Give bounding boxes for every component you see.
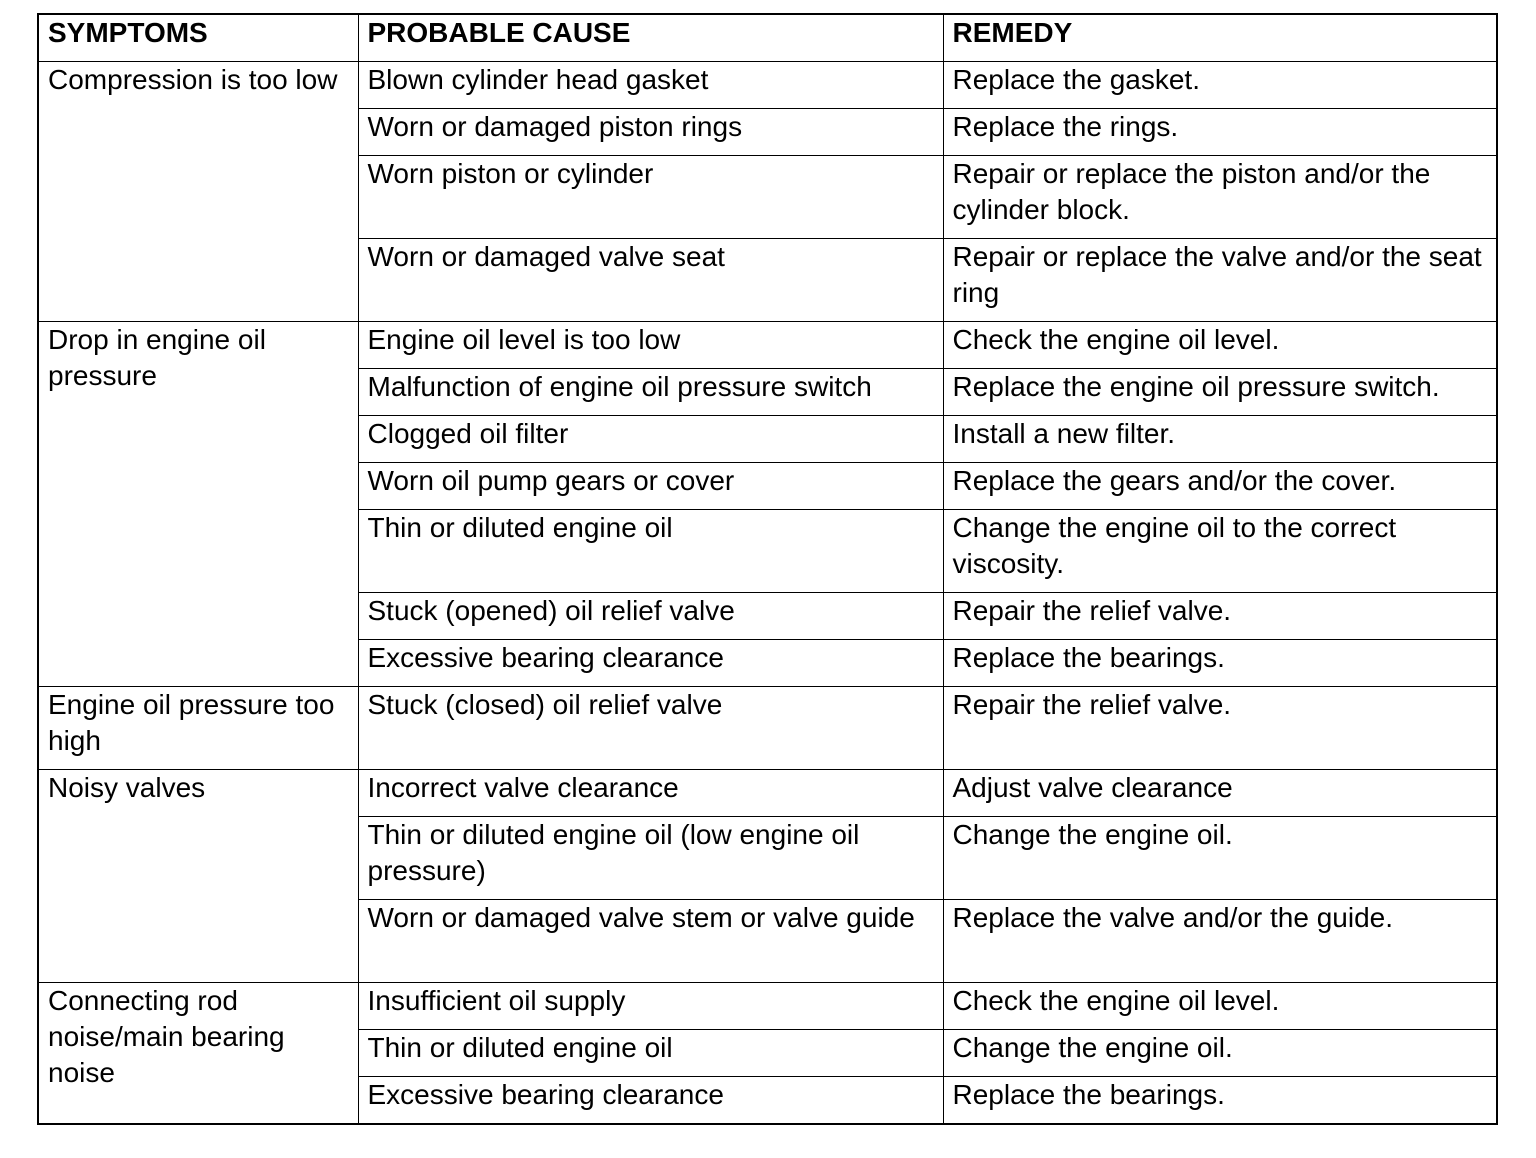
- cause-cell: Worn piston or cylinder: [358, 156, 943, 239]
- cause-cell: Excessive bearing clearance: [358, 640, 943, 687]
- header-row: [38, 14, 1497, 62]
- remedy-cell: Check the engine oil level.: [943, 983, 1497, 1030]
- cause-cell: Clogged oil filter: [358, 416, 943, 463]
- symptom-cell: Connecting rod noise/main bearing noise: [38, 983, 358, 1125]
- remedy-cell: Check the engine oil level.: [943, 322, 1497, 369]
- table-row: [38, 687, 1497, 770]
- remedy-cell: Change the engine oil.: [943, 817, 1497, 900]
- symptom-cell: Compression is too low: [38, 62, 358, 322]
- header-remedy: REMEDY: [943, 14, 1497, 62]
- table-row: [38, 770, 1497, 817]
- cause-cell: Worn or damaged valve stem or valve guide: [358, 900, 943, 983]
- cause-cell: Blown cylinder head gasket: [358, 62, 943, 109]
- cause-cell: Stuck (opened) oil relief valve: [358, 593, 943, 640]
- cause-cell: Insufficient oil supply: [358, 983, 943, 1030]
- cause-cell: Incorrect valve clearance: [358, 770, 943, 817]
- cause-cell: Engine oil level is too low: [358, 322, 943, 369]
- remedy-cell: Repair the relief valve.: [943, 687, 1497, 770]
- remedy-cell: Replace the bearings.: [943, 640, 1497, 687]
- cause-cell: Malfunction of engine oil pressure switch: [358, 369, 943, 416]
- cause-cell: Stuck (closed) oil relief valve: [358, 687, 943, 770]
- cause-cell: Thin or diluted engine oil: [358, 1030, 943, 1077]
- cause-cell: Worn or damaged valve seat: [358, 239, 943, 322]
- cause-cell: Worn oil pump gears or cover: [358, 463, 943, 510]
- header-symptoms: SYMPTOMS: [38, 14, 358, 62]
- remedy-cell: Adjust valve clearance: [943, 770, 1497, 817]
- remedy-cell: Change the engine oil.: [943, 1030, 1497, 1077]
- remedy-cell: Install a new filter.: [943, 416, 1497, 463]
- remedy-cell: Replace the gasket.: [943, 62, 1497, 109]
- cause-cell: Thin or diluted engine oil (low engine oil pressure): [358, 817, 943, 900]
- cause-cell: Thin or diluted engine oil: [358, 510, 943, 593]
- remedy-cell: Repair or replace the valve and/or the seat ring: [943, 239, 1497, 322]
- cause-cell: Worn or damaged piston rings: [358, 109, 943, 156]
- table-row: [38, 983, 1497, 1030]
- remedy-cell: Replace the rings.: [943, 109, 1497, 156]
- remedy-cell: Repair the relief valve.: [943, 593, 1497, 640]
- remedy-cell: Change the engine oil to the correct viscosity.: [943, 510, 1497, 593]
- remedy-cell: Replace the engine oil pressure switch.: [943, 369, 1497, 416]
- remedy-cell: Replace the bearings.: [943, 1077, 1497, 1125]
- table-row: [38, 322, 1497, 369]
- table-row: [38, 62, 1497, 109]
- troubleshooting-table: [37, 13, 1498, 1125]
- remedy-cell: Replace the valve and/or the guide.: [943, 900, 1497, 983]
- remedy-cell: Replace the gears and/or the cover.: [943, 463, 1497, 510]
- cause-cell: Excessive bearing clearance: [358, 1077, 943, 1125]
- symptom-cell: Drop in engine oil pressure: [38, 322, 358, 687]
- header-probable-cause: PROBABLE CAUSE: [358, 14, 943, 62]
- remedy-cell: Repair or replace the piston and/or the cylinder block.: [943, 156, 1497, 239]
- symptom-cell: Noisy valves: [38, 770, 358, 983]
- symptom-cell: Engine oil pressure too high: [38, 687, 358, 770]
